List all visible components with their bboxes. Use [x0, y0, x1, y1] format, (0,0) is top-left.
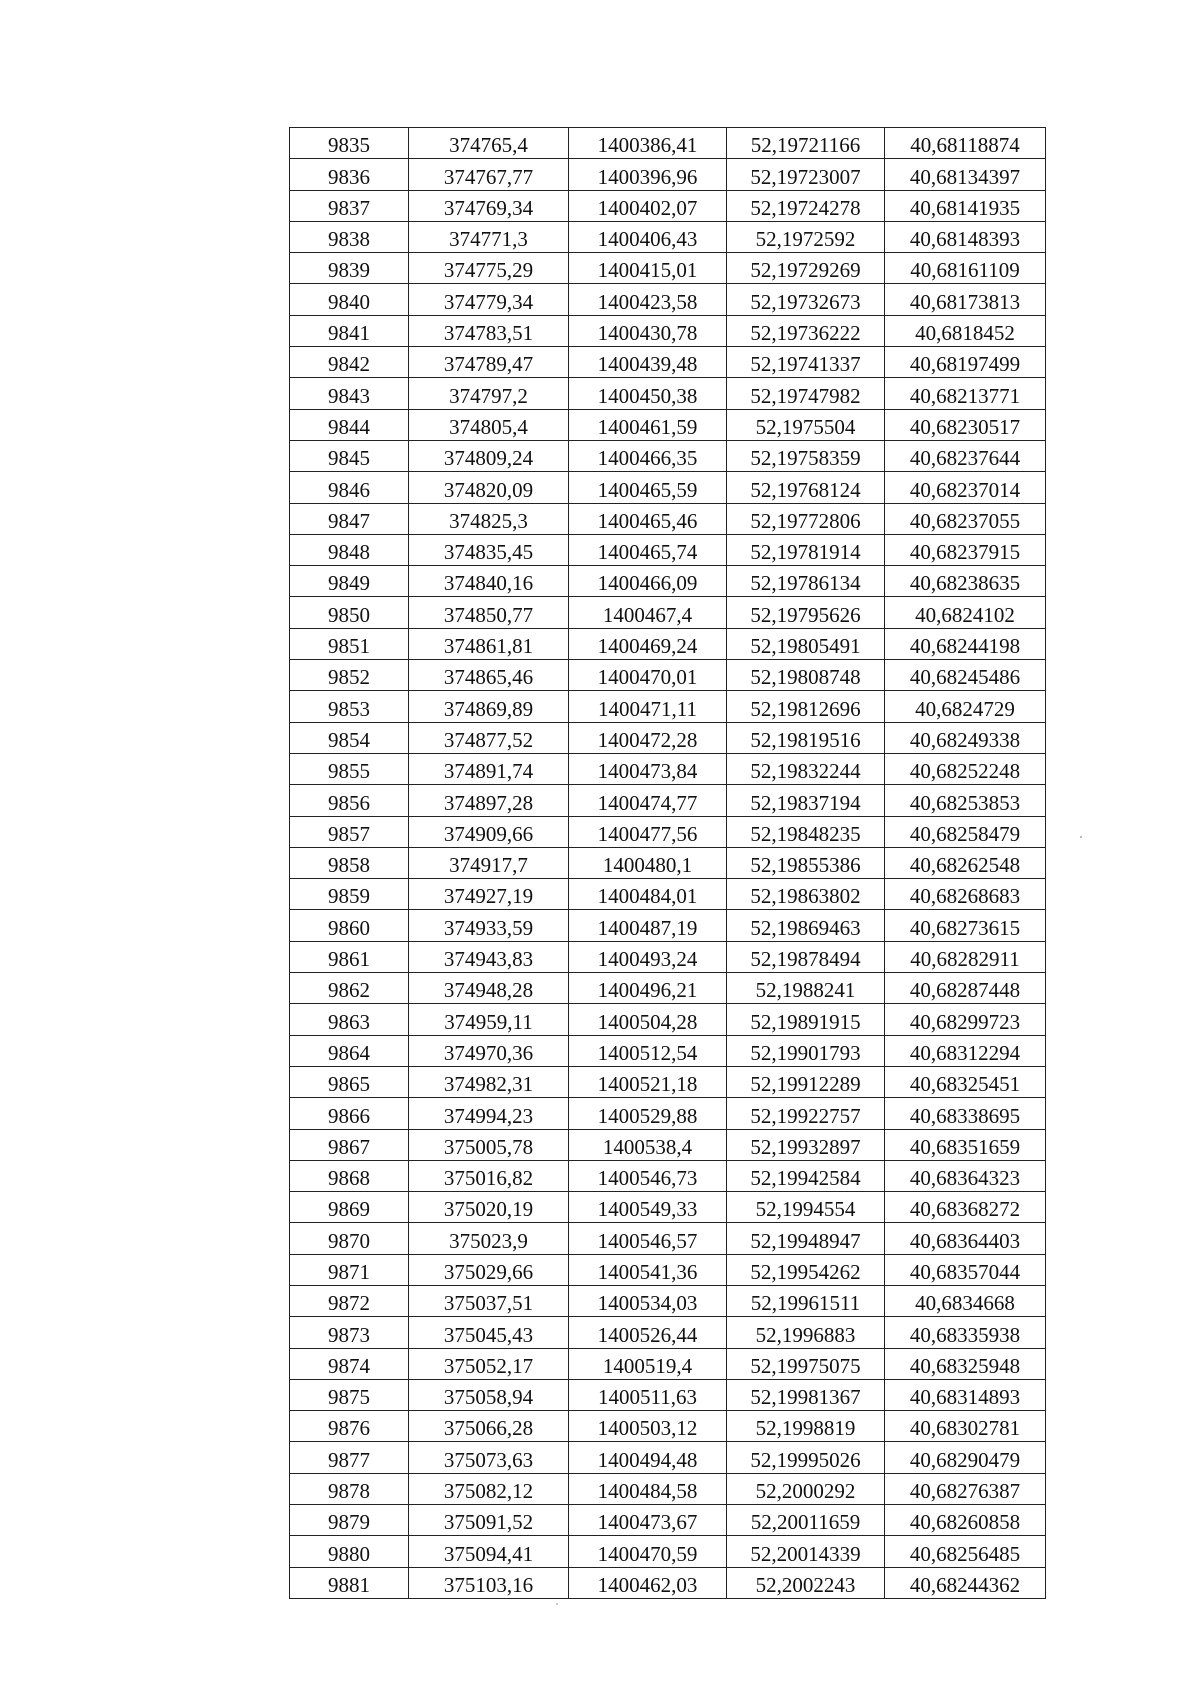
- x-coordinate-cell: 375045,43: [409, 1317, 569, 1348]
- y-coordinate-cell: 1400511,63: [569, 1379, 727, 1410]
- latitude-cell: 52,19848235: [727, 816, 885, 847]
- point-number-cell: 9880: [290, 1536, 409, 1567]
- latitude-cell: 52,1994554: [727, 1192, 885, 1223]
- point-number-cell: 9861: [290, 941, 409, 972]
- latitude-cell: 52,19723007: [727, 159, 885, 190]
- y-coordinate-cell: 1400519,4: [569, 1348, 727, 1379]
- table-row: [290, 1160, 1046, 1191]
- latitude-cell: 52,19805491: [727, 628, 885, 659]
- y-coordinate-cell: 1400465,74: [569, 534, 727, 565]
- x-coordinate-cell: 374897,28: [409, 785, 569, 816]
- point-number-cell: 9845: [290, 440, 409, 471]
- point-number-cell: 9871: [290, 1254, 409, 1285]
- point-number-cell: 9837: [290, 190, 409, 221]
- point-number-cell: 9844: [290, 409, 409, 440]
- point-number-cell: 9853: [290, 691, 409, 722]
- point-number-cell: 9838: [290, 221, 409, 252]
- longitude-cell: 40,68252248: [885, 753, 1046, 784]
- longitude-cell: 40,68141935: [885, 190, 1046, 221]
- longitude-cell: 40,68290479: [885, 1442, 1046, 1473]
- longitude-cell: 40,68268683: [885, 879, 1046, 910]
- y-coordinate-cell: 1400546,73: [569, 1160, 727, 1191]
- y-coordinate-cell: 1400534,03: [569, 1285, 727, 1316]
- point-number-cell: 9856: [290, 785, 409, 816]
- longitude-cell: 40,6834668: [885, 1285, 1046, 1316]
- x-coordinate-cell: 374789,47: [409, 347, 569, 378]
- y-coordinate-cell: 1400423,58: [569, 284, 727, 315]
- table-row: [290, 753, 1046, 784]
- point-number-cell: 9866: [290, 1098, 409, 1129]
- latitude-cell: 52,19981367: [727, 1379, 885, 1410]
- y-coordinate-cell: 1400466,35: [569, 440, 727, 471]
- y-coordinate-cell: 1400467,4: [569, 597, 727, 628]
- point-number-cell: 9862: [290, 973, 409, 1004]
- x-coordinate-cell: 374943,83: [409, 941, 569, 972]
- longitude-cell: 40,68312294: [885, 1035, 1046, 1066]
- y-coordinate-cell: 1400415,01: [569, 253, 727, 284]
- longitude-cell: 40,6818452: [885, 315, 1046, 346]
- table-row: [290, 691, 1046, 722]
- y-coordinate-cell: 1400439,48: [569, 347, 727, 378]
- longitude-cell: 40,68325451: [885, 1066, 1046, 1097]
- x-coordinate-cell: 375029,66: [409, 1254, 569, 1285]
- point-number-cell: 9859: [290, 879, 409, 910]
- x-coordinate-cell: 374797,2: [409, 378, 569, 409]
- table-row: [290, 973, 1046, 1004]
- table-row: [290, 253, 1046, 284]
- x-coordinate-cell: 374767,77: [409, 159, 569, 190]
- x-coordinate-cell: 374891,74: [409, 753, 569, 784]
- coordinates-table: [289, 127, 1046, 1599]
- longitude-cell: 40,68213771: [885, 378, 1046, 409]
- point-number-cell: 9877: [290, 1442, 409, 1473]
- x-coordinate-cell: 375058,94: [409, 1379, 569, 1410]
- latitude-cell: 52,19901793: [727, 1035, 885, 1066]
- x-coordinate-cell: 375066,28: [409, 1411, 569, 1442]
- y-coordinate-cell: 1400541,36: [569, 1254, 727, 1285]
- latitude-cell: 52,1988241: [727, 973, 885, 1004]
- longitude-cell: 40,68338695: [885, 1098, 1046, 1129]
- y-coordinate-cell: 1400494,48: [569, 1442, 727, 1473]
- table-row: [290, 879, 1046, 910]
- latitude-cell: 52,19758359: [727, 440, 885, 471]
- y-coordinate-cell: 1400386,41: [569, 128, 727, 159]
- y-coordinate-cell: 1400493,24: [569, 941, 727, 972]
- latitude-cell: 52,19768124: [727, 472, 885, 503]
- table-row: [290, 1285, 1046, 1316]
- table-row: [290, 1098, 1046, 1129]
- latitude-cell: 52,19855386: [727, 847, 885, 878]
- point-number-cell: 9879: [290, 1505, 409, 1536]
- x-coordinate-cell: 374861,81: [409, 628, 569, 659]
- y-coordinate-cell: 1400503,12: [569, 1411, 727, 1442]
- latitude-cell: 52,20014339: [727, 1536, 885, 1567]
- table-row: [290, 1411, 1046, 1442]
- longitude-cell: 40,68237014: [885, 472, 1046, 503]
- latitude-cell: 52,1998819: [727, 1411, 885, 1442]
- longitude-cell: 40,68118874: [885, 128, 1046, 159]
- y-coordinate-cell: 1400402,07: [569, 190, 727, 221]
- y-coordinate-cell: 1400512,54: [569, 1035, 727, 1066]
- x-coordinate-cell: 374865,46: [409, 660, 569, 691]
- longitude-cell: 40,68351659: [885, 1129, 1046, 1160]
- x-coordinate-cell: 374877,52: [409, 722, 569, 753]
- point-number-cell: 9855: [290, 753, 409, 784]
- latitude-cell: 52,19961511: [727, 1285, 885, 1316]
- longitude-cell: 40,68302781: [885, 1411, 1046, 1442]
- x-coordinate-cell: 375005,78: [409, 1129, 569, 1160]
- point-number-cell: 9847: [290, 503, 409, 534]
- longitude-cell: 40,68238635: [885, 566, 1046, 597]
- longitude-cell: 40,68273615: [885, 910, 1046, 941]
- table-row: [290, 409, 1046, 440]
- table-row: [290, 1505, 1046, 1536]
- y-coordinate-cell: 1400484,58: [569, 1473, 727, 1504]
- y-coordinate-cell: 1400504,28: [569, 1004, 727, 1035]
- longitude-cell: 40,68287448: [885, 973, 1046, 1004]
- table-row: [290, 128, 1046, 159]
- table-row: [290, 722, 1046, 753]
- latitude-cell: 52,19732673: [727, 284, 885, 315]
- latitude-cell: 52,19819516: [727, 722, 885, 753]
- table-row: [290, 1473, 1046, 1504]
- y-coordinate-cell: 1400430,78: [569, 315, 727, 346]
- x-coordinate-cell: 374809,24: [409, 440, 569, 471]
- x-coordinate-cell: 374959,11: [409, 1004, 569, 1035]
- coordinates-table-body: [290, 128, 1046, 1599]
- table-row: [290, 472, 1046, 503]
- point-number-cell: 9843: [290, 378, 409, 409]
- table-row: [290, 1192, 1046, 1223]
- point-number-cell: 9869: [290, 1192, 409, 1223]
- point-number-cell: 9870: [290, 1223, 409, 1254]
- x-coordinate-cell: 375094,41: [409, 1536, 569, 1567]
- longitude-cell: 40,68244362: [885, 1567, 1046, 1598]
- y-coordinate-cell: 1400526,44: [569, 1317, 727, 1348]
- table-row: [290, 1066, 1046, 1097]
- table-row: [290, 503, 1046, 534]
- table-row: [290, 660, 1046, 691]
- latitude-cell: 52,19922757: [727, 1098, 885, 1129]
- longitude-cell: 40,68237055: [885, 503, 1046, 534]
- latitude-cell: 52,1972592: [727, 221, 885, 252]
- longitude-cell: 40,68237644: [885, 440, 1046, 471]
- point-number-cell: 9874: [290, 1348, 409, 1379]
- x-coordinate-cell: 374840,16: [409, 566, 569, 597]
- x-coordinate-cell: 375103,16: [409, 1567, 569, 1598]
- latitude-cell: 52,19975075: [727, 1348, 885, 1379]
- longitude-cell: 40,68249338: [885, 722, 1046, 753]
- longitude-cell: 40,68148393: [885, 221, 1046, 252]
- table-row: [290, 1442, 1046, 1473]
- x-coordinate-cell: 374775,29: [409, 253, 569, 284]
- latitude-cell: 52,2000292: [727, 1473, 885, 1504]
- longitude-cell: 40,68299723: [885, 1004, 1046, 1035]
- table-row: [290, 1317, 1046, 1348]
- table-row: [290, 378, 1046, 409]
- x-coordinate-cell: 374820,09: [409, 472, 569, 503]
- table-row: [290, 284, 1046, 315]
- y-coordinate-cell: 1400465,46: [569, 503, 727, 534]
- x-coordinate-cell: 375037,51: [409, 1285, 569, 1316]
- y-coordinate-cell: 1400396,96: [569, 159, 727, 190]
- y-coordinate-cell: 1400473,84: [569, 753, 727, 784]
- point-number-cell: 9850: [290, 597, 409, 628]
- x-coordinate-cell: 374771,3: [409, 221, 569, 252]
- longitude-cell: 40,68314893: [885, 1379, 1046, 1410]
- y-coordinate-cell: 1400462,03: [569, 1567, 727, 1598]
- x-coordinate-cell: 374917,7: [409, 847, 569, 878]
- x-coordinate-cell: 375082,12: [409, 1473, 569, 1504]
- y-coordinate-cell: 1400473,67: [569, 1505, 727, 1536]
- y-coordinate-cell: 1400471,11: [569, 691, 727, 722]
- table-row: [290, 785, 1046, 816]
- table-row: [290, 816, 1046, 847]
- point-number-cell: 9868: [290, 1160, 409, 1191]
- longitude-cell: 40,68173813: [885, 284, 1046, 315]
- longitude-cell: 40,68197499: [885, 347, 1046, 378]
- longitude-cell: 40,68325948: [885, 1348, 1046, 1379]
- y-coordinate-cell: 1400461,59: [569, 409, 727, 440]
- longitude-cell: 40,68364323: [885, 1160, 1046, 1191]
- point-number-cell: 9863: [290, 1004, 409, 1035]
- longitude-cell: 40,68364403: [885, 1223, 1046, 1254]
- longitude-cell: 40,6824102: [885, 597, 1046, 628]
- latitude-cell: 52,19729269: [727, 253, 885, 284]
- longitude-cell: 40,6824729: [885, 691, 1046, 722]
- latitude-cell: 52,19795626: [727, 597, 885, 628]
- longitude-cell: 40,68134397: [885, 159, 1046, 190]
- table-row: [290, 1129, 1046, 1160]
- latitude-cell: 52,19812696: [727, 691, 885, 722]
- latitude-cell: 52,20011659: [727, 1505, 885, 1536]
- latitude-cell: 52,19891915: [727, 1004, 885, 1035]
- point-number-cell: 9860: [290, 910, 409, 941]
- longitude-cell: 40,68258479: [885, 816, 1046, 847]
- x-coordinate-cell: 374927,19: [409, 879, 569, 910]
- x-coordinate-cell: 374779,34: [409, 284, 569, 315]
- x-coordinate-cell: 374805,4: [409, 409, 569, 440]
- y-coordinate-cell: 1400472,28: [569, 722, 727, 753]
- latitude-cell: 52,19912289: [727, 1066, 885, 1097]
- longitude-cell: 40,68368272: [885, 1192, 1046, 1223]
- x-coordinate-cell: 374933,59: [409, 910, 569, 941]
- latitude-cell: 52,19932897: [727, 1129, 885, 1160]
- x-coordinate-cell: 375016,82: [409, 1160, 569, 1191]
- latitude-cell: 52,1975504: [727, 409, 885, 440]
- longitude-cell: 40,68245486: [885, 660, 1046, 691]
- point-number-cell: 9873: [290, 1317, 409, 1348]
- point-number-cell: 9852: [290, 660, 409, 691]
- longitude-cell: 40,68253853: [885, 785, 1046, 816]
- x-coordinate-cell: 374869,89: [409, 691, 569, 722]
- table-row: [290, 1379, 1046, 1410]
- table-row: [290, 566, 1046, 597]
- table-row: [290, 159, 1046, 190]
- latitude-cell: 52,19736222: [727, 315, 885, 346]
- y-coordinate-cell: 1400484,01: [569, 879, 727, 910]
- longitude-cell: 40,68161109: [885, 253, 1046, 284]
- x-coordinate-cell: 375091,52: [409, 1505, 569, 1536]
- table-row: [290, 847, 1046, 878]
- latitude-cell: 52,19878494: [727, 941, 885, 972]
- point-number-cell: 9849: [290, 566, 409, 597]
- table-row: [290, 190, 1046, 221]
- table-row: [290, 221, 1046, 252]
- x-coordinate-cell: 375073,63: [409, 1442, 569, 1473]
- x-coordinate-cell: 374783,51: [409, 315, 569, 346]
- x-coordinate-cell: 374769,34: [409, 190, 569, 221]
- x-coordinate-cell: 374982,31: [409, 1066, 569, 1097]
- point-number-cell: 9846: [290, 472, 409, 503]
- latitude-cell: 52,19869463: [727, 910, 885, 941]
- y-coordinate-cell: 1400487,19: [569, 910, 727, 941]
- point-number-cell: 9854: [290, 722, 409, 753]
- table-row: [290, 1254, 1046, 1285]
- x-coordinate-cell: 374850,77: [409, 597, 569, 628]
- y-coordinate-cell: 1400465,59: [569, 472, 727, 503]
- latitude-cell: 52,19995026: [727, 1442, 885, 1473]
- point-number-cell: 9835: [290, 128, 409, 159]
- x-coordinate-cell: 374948,28: [409, 973, 569, 1004]
- latitude-cell: 52,19786134: [727, 566, 885, 597]
- y-coordinate-cell: 1400496,21: [569, 973, 727, 1004]
- point-number-cell: 9872: [290, 1285, 409, 1316]
- table-row: [290, 910, 1046, 941]
- table-row: [290, 1536, 1046, 1567]
- point-number-cell: 9841: [290, 315, 409, 346]
- point-number-cell: 9875: [290, 1379, 409, 1410]
- table-row: [290, 1223, 1046, 1254]
- point-number-cell: 9842: [290, 347, 409, 378]
- point-number-cell: 9881: [290, 1567, 409, 1598]
- y-coordinate-cell: 1400474,77: [569, 785, 727, 816]
- scan-speck: [556, 1603, 558, 1605]
- longitude-cell: 40,68335938: [885, 1317, 1046, 1348]
- latitude-cell: 52,19832244: [727, 753, 885, 784]
- scan-speck: [1080, 836, 1082, 838]
- latitude-cell: 52,2002243: [727, 1567, 885, 1598]
- point-number-cell: 9851: [290, 628, 409, 659]
- x-coordinate-cell: 375020,19: [409, 1192, 569, 1223]
- point-number-cell: 9876: [290, 1411, 409, 1442]
- latitude-cell: 52,19837194: [727, 785, 885, 816]
- latitude-cell: 52,1996883: [727, 1317, 885, 1348]
- point-number-cell: 9865: [290, 1066, 409, 1097]
- latitude-cell: 52,19721166: [727, 128, 885, 159]
- table-row: [290, 315, 1046, 346]
- x-coordinate-cell: 374835,45: [409, 534, 569, 565]
- x-coordinate-cell: 375052,17: [409, 1348, 569, 1379]
- y-coordinate-cell: 1400450,38: [569, 378, 727, 409]
- longitude-cell: 40,68357044: [885, 1254, 1046, 1285]
- latitude-cell: 52,19741337: [727, 347, 885, 378]
- x-coordinate-cell: 374825,3: [409, 503, 569, 534]
- longitude-cell: 40,68244198: [885, 628, 1046, 659]
- longitude-cell: 40,68282911: [885, 941, 1046, 972]
- longitude-cell: 40,68230517: [885, 409, 1046, 440]
- point-number-cell: 9878: [290, 1473, 409, 1504]
- table-row: [290, 1035, 1046, 1066]
- point-number-cell: 9864: [290, 1035, 409, 1066]
- x-coordinate-cell: 374909,66: [409, 816, 569, 847]
- table-row: [290, 1348, 1046, 1379]
- y-coordinate-cell: 1400470,59: [569, 1536, 727, 1567]
- table-row: [290, 941, 1046, 972]
- y-coordinate-cell: 1400477,56: [569, 816, 727, 847]
- table-row: [290, 534, 1046, 565]
- x-coordinate-cell: 374970,36: [409, 1035, 569, 1066]
- latitude-cell: 52,19954262: [727, 1254, 885, 1285]
- y-coordinate-cell: 1400466,09: [569, 566, 727, 597]
- latitude-cell: 52,19863802: [727, 879, 885, 910]
- table-row: [290, 440, 1046, 471]
- point-number-cell: 9858: [290, 847, 409, 878]
- x-coordinate-cell: 375023,9: [409, 1223, 569, 1254]
- y-coordinate-cell: 1400521,18: [569, 1066, 727, 1097]
- latitude-cell: 52,19781914: [727, 534, 885, 565]
- table-row: [290, 1567, 1046, 1598]
- x-coordinate-cell: 374765,4: [409, 128, 569, 159]
- latitude-cell: 52,19942584: [727, 1160, 885, 1191]
- y-coordinate-cell: 1400470,01: [569, 660, 727, 691]
- longitude-cell: 40,68276387: [885, 1473, 1046, 1504]
- point-number-cell: 9857: [290, 816, 409, 847]
- y-coordinate-cell: 1400469,24: [569, 628, 727, 659]
- table-row: [290, 597, 1046, 628]
- y-coordinate-cell: 1400549,33: [569, 1192, 727, 1223]
- longitude-cell: 40,68237915: [885, 534, 1046, 565]
- table-row: [290, 628, 1046, 659]
- point-number-cell: 9839: [290, 253, 409, 284]
- table-row: [290, 1004, 1046, 1035]
- y-coordinate-cell: 1400529,88: [569, 1098, 727, 1129]
- point-number-cell: 9848: [290, 534, 409, 565]
- point-number-cell: 9840: [290, 284, 409, 315]
- y-coordinate-cell: 1400406,43: [569, 221, 727, 252]
- longitude-cell: 40,68262548: [885, 847, 1046, 878]
- longitude-cell: 40,68256485: [885, 1536, 1046, 1567]
- point-number-cell: 9867: [290, 1129, 409, 1160]
- table-row: [290, 347, 1046, 378]
- longitude-cell: 40,68260858: [885, 1505, 1046, 1536]
- latitude-cell: 52,19808748: [727, 660, 885, 691]
- latitude-cell: 52,19747982: [727, 378, 885, 409]
- y-coordinate-cell: 1400538,4: [569, 1129, 727, 1160]
- latitude-cell: 52,19948947: [727, 1223, 885, 1254]
- y-coordinate-cell: 1400546,57: [569, 1223, 727, 1254]
- latitude-cell: 52,19724278: [727, 190, 885, 221]
- latitude-cell: 52,19772806: [727, 503, 885, 534]
- y-coordinate-cell: 1400480,1: [569, 847, 727, 878]
- x-coordinate-cell: 374994,23: [409, 1098, 569, 1129]
- point-number-cell: 9836: [290, 159, 409, 190]
